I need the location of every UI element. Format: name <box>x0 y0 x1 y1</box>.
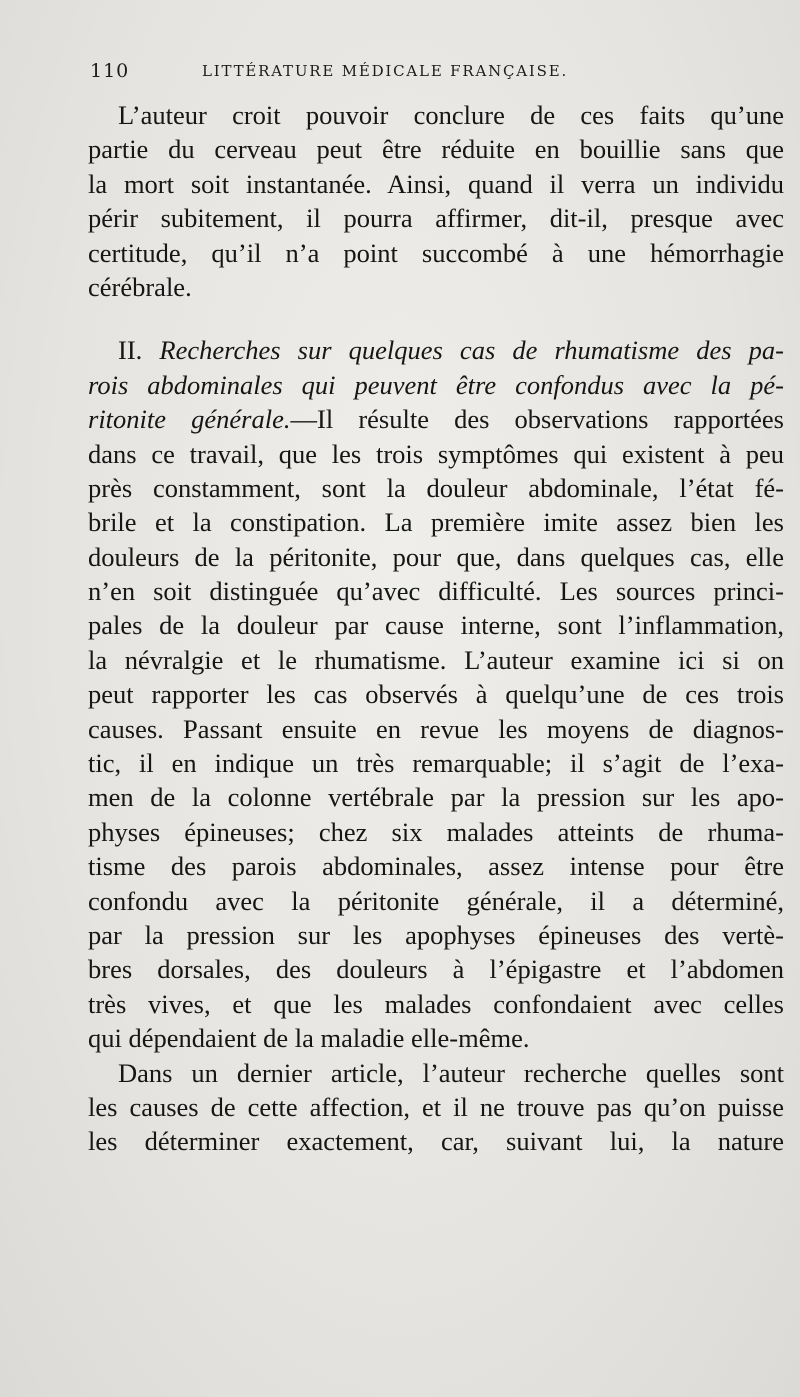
text-line: périr subitement, il pourra affirmer, dit-il, presque avec <box>88 203 784 234</box>
page-header <box>90 60 780 90</box>
section-title-line <box>88 402 784 436</box>
text-line: bres dorsales, des douleurs à l’épigastre et l’abdomen <box>88 954 784 985</box>
text-line: men de la colonne vertébrale par la pression sur les apo- <box>88 782 784 813</box>
section-title-part: Recherches sur quelques cas de rhumatisme des pa- <box>159 335 785 366</box>
text-line: L’auteur croit pouvoir conclure de ces faits qu’une <box>118 100 784 130</box>
text-line: les causes de cette affection, et il ne trouve pas qu’on puisse <box>88 1091 784 1122</box>
text-line: par la pression sur les apophyses épineuses des vertè- <box>88 919 784 950</box>
text-line: confondu avec la péritonite générale, il a déterminé, <box>88 885 784 916</box>
text-line: près constamment, sont la douleur abdominale, l’état fé- <box>88 472 784 503</box>
section-title-line <box>88 333 784 367</box>
text-fragment: —Il résulte des observations rapportées <box>290 404 784 435</box>
text-line: pales de la douleur par cause interne, sont l’inflammation, <box>88 610 784 641</box>
text-line: qui dépendaient de la maladie elle-même. <box>88 1023 530 1054</box>
text-line: très vives, et que les malades confondaient avec celles <box>88 988 784 1019</box>
paragraph-3 <box>88 1056 784 1159</box>
paragraph-1 <box>88 98 784 304</box>
text-line: les déterminer exactement, car, suivant lui, la nature <box>88 1126 784 1157</box>
text-line: tic, il en indique un très remarquable; il s’agit de l’exa- <box>88 748 784 779</box>
paragraph-gap <box>88 304 784 333</box>
text-line: physes épineuses; chez six malades atteints de rhuma- <box>88 816 784 847</box>
text-line: douleurs de la péritonite, pour que, dans quelques cas, elle <box>88 541 784 572</box>
text-line: causes. Passant ensuite en revue les moyens de diagnos- <box>88 713 784 744</box>
text-line: cérébrale. <box>88 271 192 302</box>
text-line: peut rapporter les cas observés à quelqu’une de ces trois <box>88 679 784 710</box>
section-title-line: rois abdominales qui peuvent être confondus avec la pé- <box>88 369 784 400</box>
text-line: dans ce travail, que les trois symptômes qui existent à peu <box>88 438 784 469</box>
text-line: la mort soit instantanée. Ainsi, quand il verra un individu <box>88 168 784 199</box>
text-line: tisme des parois abdominales, assez intense pour être <box>88 851 784 882</box>
page-number: 110 <box>90 60 130 82</box>
section-title-part: ritonite générale. <box>88 404 291 435</box>
text-line: brile et la constipation. La première imite assez bien les <box>88 507 784 538</box>
text-line: Dans un dernier article, l’auteur recherche quelles sont <box>118 1057 784 1088</box>
text-line: la névralgie et le rhumatisme. L’auteur examine ici si on <box>88 644 784 675</box>
paragraph-2 <box>88 333 784 1055</box>
body-text <box>88 98 784 1159</box>
text-line: n’en soit distinguée qu’avec difficulté. Les sources princi- <box>88 576 784 607</box>
running-title: LITTÉRATURE MÉDICALE FRANÇAISE. <box>202 62 569 80</box>
text-line: certitude, qu’il n’a point succombé à une hémorrhagie <box>88 237 784 268</box>
section-numeral: II. <box>118 335 143 366</box>
text-line: partie du cerveau peut être réduite en bouillie sans que <box>88 134 784 165</box>
